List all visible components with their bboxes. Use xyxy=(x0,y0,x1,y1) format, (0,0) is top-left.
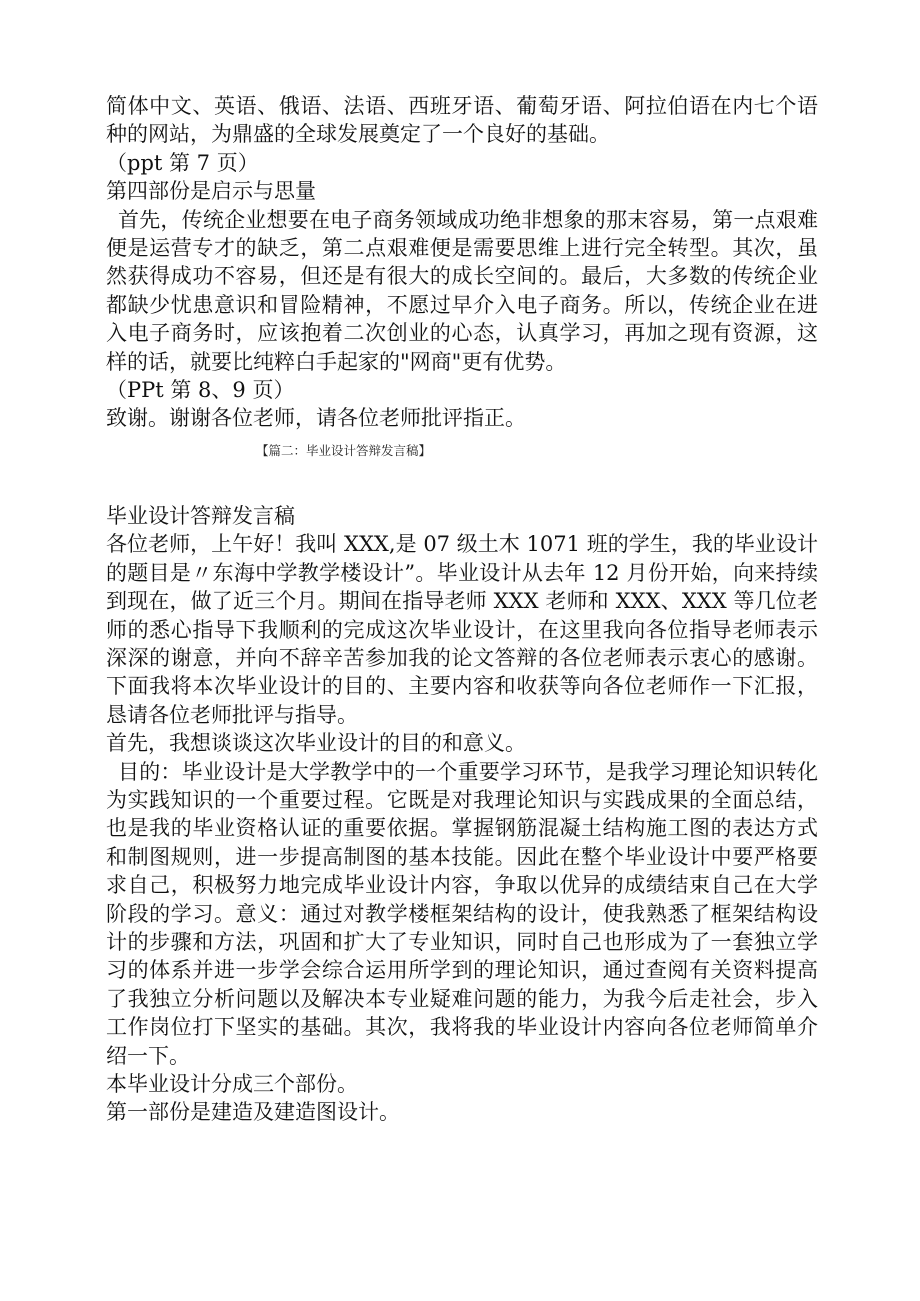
paragraph-reflection: 首先，传统企业想要在电子商务领域成功绝非想象的那末容易，第一点艰难便是运营专才的缺乏，第二点艰难便是需要思维上进行完全转型。其次，虽然获得成功不容易，但还是有很大的成长空间的。最后，大多数的传统企业都缺少忧患意识和冒险精神，不愿过早介入电子商务。所以，传统企业在进入电子商务时，应该抱着二次创业的心态，认真学习，再加之现有资源，这样的话，就要比纯粹白手起家的"网商"更有优势。 xyxy=(106,207,818,374)
paragraph-thanks: 致谢。谢谢各位老师，请各位老师批评指正。 xyxy=(106,406,526,431)
paragraph-three-parts: 本毕业设计分成三个部份。 xyxy=(106,1072,358,1096)
paragraph-part-one: 第一部份是建造及建造图设计。 xyxy=(106,1100,400,1125)
section-caption: 【篇二：毕业设计答辩发言稿】 xyxy=(256,442,432,458)
paragraph-purpose-meaning: 目的：毕业设计是大学教学中的一个重要学习环节，是我学习理论知识转化为实践知识的一个重要过程。它既是对我理论知识与实践成果的全面总结，也是我的毕业资格认证的重要依据。掌握钢筋混凝土结构施工图的表达方式和制图规则，进一步提高制图的基本技能。因此在整个毕业设计中要严格要求自己，积极努力地完成毕业设计内容，争取以优异的成绩结束自己在大学阶段的学习。意义：通过对教学楼框架结构的设计，使我熟悉了框架结构设计的步骤和方法，巩固和扩大了专业知识，同时自己也形成为了一套独立学习的体系并进一步学会综合运用所学到的理论知识，通过查阅有关资料提高了我独立分析问题以及解决本专业疑难问题的能力，为我今后走社会，步入工作岗位打下坚实的基础。其次，我将我的毕业设计内容向各位老师简单介绍一下。 xyxy=(106,759,818,1068)
ppt-page-ref-7: （ppt 第 7 页） xyxy=(106,150,259,175)
paragraph-greeting: 各位老师，上午好！我叫 XXX,是 07 级土木 1071 班的学生，我的毕业设计的题目是〃东海中学教学楼设计”。毕业设计从去年 12 月份开始，向来持续到现在，做了近三个月。期间在指导老师 XXX 老师和 XXX、XXX 等几位老师的悉心指导下我顺利的完成这次毕业设计，在这里我向各位指导老师表示深深的谢意，并向不辞辛苦参加我的论文答辩的各位老师表示衷心的感谢。下面我将本次毕业设计的目的、主要内容和收获等向各位老师作一下汇报，恳请各位老师批评与指导。 xyxy=(106,532,818,727)
section-spacer xyxy=(106,460,818,502)
document-page xyxy=(106,92,818,1127)
paragraph-purpose-intro: 首先，我想谈谈这次毕业设计的目的和意义。 xyxy=(106,731,526,756)
paragraph-languages: 简体中文、英语、俄语、法语、西班牙语、葡萄牙语、阿拉伯语在内七个语种的网站，为鼎盛的全球发展奠定了一个良好的基础。 xyxy=(106,94,818,147)
section-heading-part-four: 第四部份是启示与思量 xyxy=(106,179,316,204)
ppt-page-ref-8-9: （PPt 第 8、9 页） xyxy=(106,378,295,403)
document-title: 毕业设计答辩发言稿 xyxy=(106,503,295,528)
